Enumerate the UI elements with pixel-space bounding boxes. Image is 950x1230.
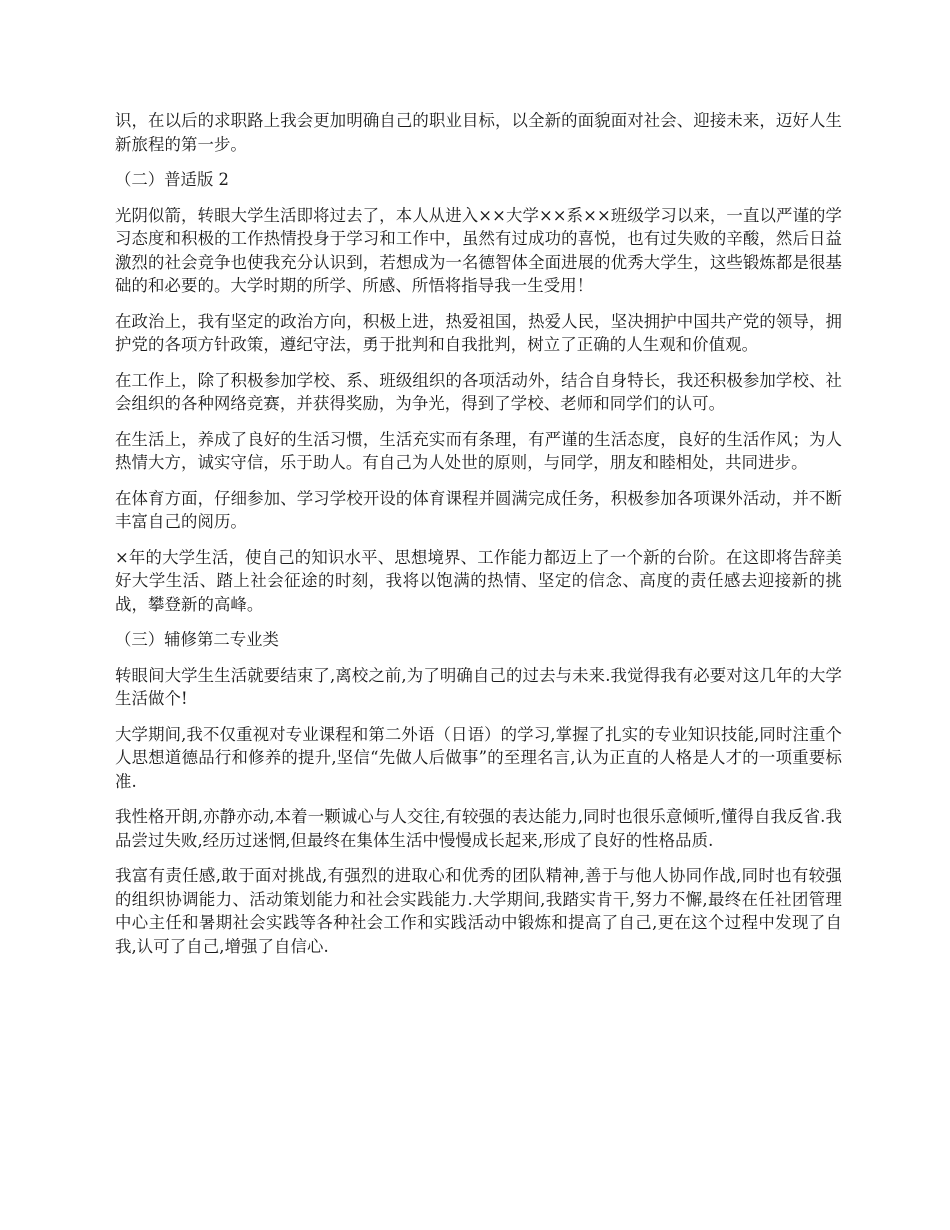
- paragraph-intro-continuation: 识，在以后的求职路上我会更加明确自己的职业目标，以全新的面貌面对社会、迎接未来，迈好人生新旅程的第一步。: [115, 111, 842, 154]
- paragraph-second-major-intro: 转眼间大学生生活就要结束了,离校之前,为了明确自己的过去与未来.我觉得我有必要对这几年的大学生活做个!: [115, 665, 842, 708]
- paragraph-study: 大学期间,我不仅重视对专业课程和第二外语（日语）的学习,掌握了扎实的专业知识技能,同时注重个人思想道德品行和修养的提升,坚信“先做人后做事”的至理名言,认为正直的人格是人才的一项重要标准.: [115, 724, 842, 791]
- paragraph-opening: 光阴似箭，转眼大学生活即将过去了，本人从进入××大学××系××班级学习以来，一直以严谨的学习态度和积极的工作热情投身于学习和工作中，虽然有过成功的喜悦，也有过失败的辛酸，然后日益激烈的社会竞争也使我充分认识到，若想成为一名德智体全面进展的优秀大学生，这些锻炼都是很基础的和必要的。大学时期的所学、所感、所悟将指导我一生受用！: [115, 205, 842, 295]
- paragraph-responsibility: 我富有责任感,敢于面对挑战,有强烈的进取心和优秀的团队精神,善于与他人协同作战,同时也有较强的组织协调能力、活动策划能力和社会实践能力.大学期间,我踏实肯干,努力不懈,最终在任社团管理中心主任和暑期社会实践等各种社会工作和实践活动中锻炼和提高了自己,更在这个过程中发现了自我,认可了自己,增强了自信心.: [115, 866, 842, 956]
- paragraph-politics: 在政治上，我有坚定的政治方向，积极上进，热爱祖国，热爱人民，坚决拥护中国共产党的领导，拥护党的各项方针政策，遵纪守法，勇于批判和自我批判，树立了正确的人生观和价值观。: [115, 311, 842, 354]
- document-page: [115, 109, 842, 970]
- paragraph-life: 在生活上，养成了良好的生活习惯，生活充实而有条理，有严谨的生活态度，良好的生活作风；为人热情大方，诚实守信，乐于助人。有自己为人处世的原则，与同学，朋友和睦相处，共同进步。: [115, 429, 842, 472]
- paragraph-conclusion: ×年的大学生活，使自己的知识水平、思想境界、工作能力都迈上了一个新的台阶。在这即将告辞美好大学生活、踏上社会征途的时刻，我将以饱满的热情、坚定的信念、高度的责任感去迎接新的挑战，攀登新的高峰。: [115, 547, 842, 614]
- section-heading-universal-2: （二）普适版 2: [115, 170, 229, 189]
- paragraph-work: 在工作上，除了积极参加学校、系、班级组织的各项活动外，结合自身特长，我还积极参加学校、社会组织的各种网络竞赛，并获得奖励，为争光，得到了学校、老师和同学们的认可。: [115, 370, 842, 413]
- paragraph-personality: 我性格开朗,亦静亦动,本着一颗诚心与人交往,有较强的表达能力,同时也很乐意倾听,懂得自我反省.我品尝过失败,经历过迷惘,但最终在集体生活中慢慢成长起来,形成了良好的性格品质.: [115, 807, 842, 850]
- section-heading-second-major: （三）辅修第二专业类: [115, 630, 279, 649]
- paragraph-sports: 在体育方面，仔细参加、学习学校开设的体育课程并圆满完成任务，积极参加各项课外活动，并不断丰富自己的阅历。: [115, 488, 842, 531]
